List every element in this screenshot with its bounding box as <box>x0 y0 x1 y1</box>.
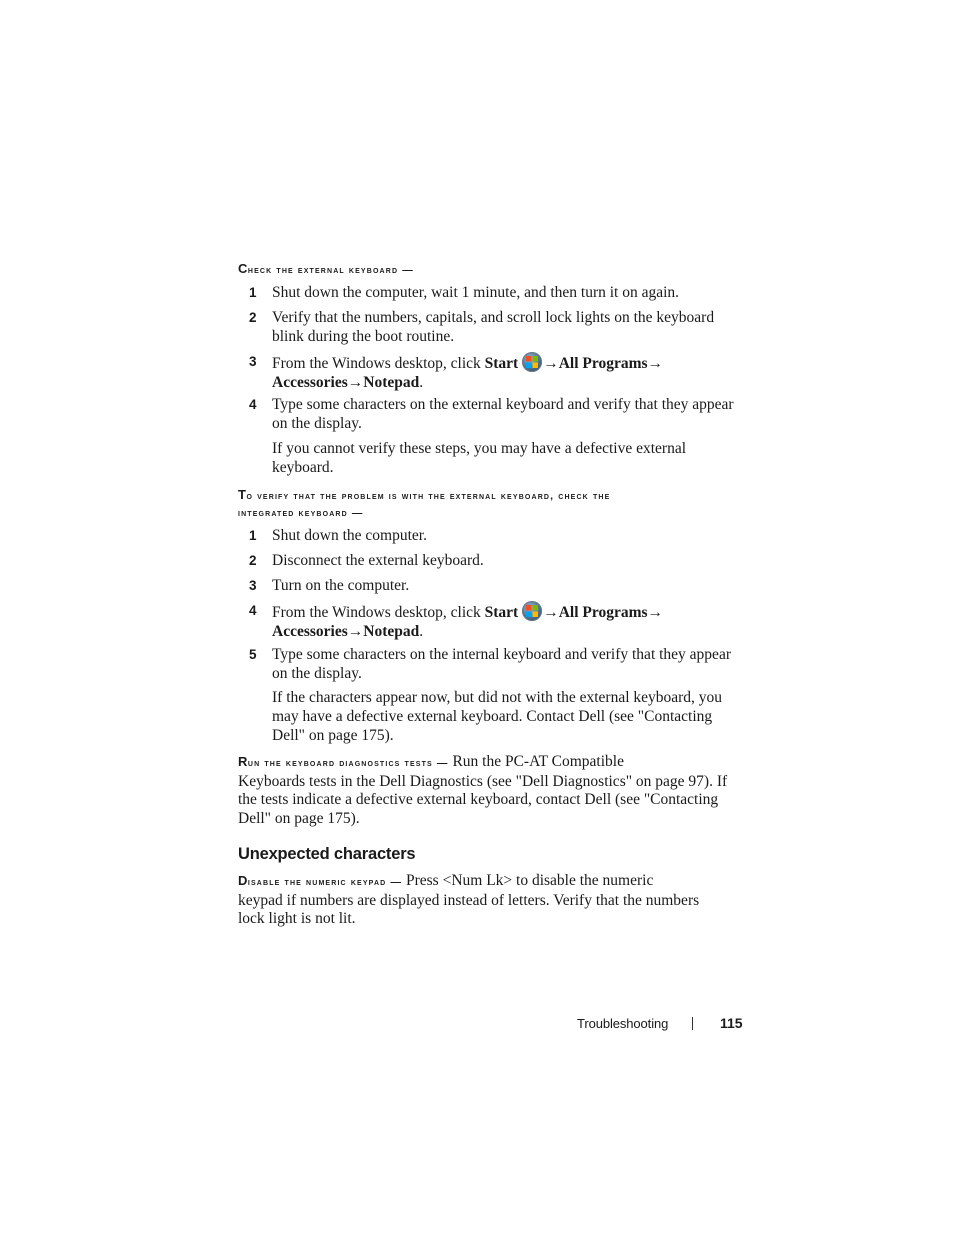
lead-initial: D <box>238 873 248 888</box>
step-text-line: on the display. <box>272 415 362 432</box>
step-text-line: blink during the boot routine. <box>272 328 455 345</box>
paragraph-line: Press <Num Lk> to disable the numeric <box>402 872 654 889</box>
period: . <box>419 623 424 640</box>
numeric-keypad-paragraph <box>238 872 738 929</box>
start-menu-label: Start <box>484 604 519 621</box>
verify-problem-heading <box>238 486 738 522</box>
step-number: 1 <box>249 285 257 300</box>
step-text <box>272 308 740 346</box>
keyboard-diagnostics-paragraph <box>238 753 738 829</box>
step-number: 3 <box>249 354 257 369</box>
heading-text: integrated keyboard — <box>238 507 364 519</box>
step-text-line: From the Windows desktop, click <box>272 604 485 621</box>
paragraph-line: keypad if numbers are displayed instead of letters. Verify that the numbers <box>238 891 700 909</box>
step-number: 2 <box>249 553 257 568</box>
step-number: 4 <box>249 603 257 618</box>
step-text <box>272 601 740 641</box>
paragraph-line: Dell" on page 175). <box>238 810 360 828</box>
step-number: 4 <box>249 397 257 412</box>
accessories-label: Accessories <box>272 374 348 391</box>
all-programs-label: All Programs <box>558 355 648 372</box>
step-text <box>272 645 740 683</box>
lead-text: un the keyboard diagnostics tests — <box>247 757 449 769</box>
arrow-icon: → <box>347 623 364 640</box>
windows-start-icon <box>522 601 542 621</box>
page-number: 115 <box>720 1015 743 1031</box>
step-text: Shut down the computer. <box>272 527 427 544</box>
step-number: 5 <box>249 647 257 662</box>
lead-initial: R <box>238 754 248 769</box>
step-number: 3 <box>249 578 257 593</box>
heading-initial: T <box>238 487 247 502</box>
paragraph-line: Run the PC-AT Compatible <box>448 753 624 770</box>
period: . <box>419 374 424 391</box>
arrow-icon: → <box>647 355 664 372</box>
diagnostics-lead <box>238 754 449 769</box>
step-text-line: Type some characters on the internal keyboard and verify that they appear <box>272 646 731 663</box>
step-text: Turn on the computer. <box>272 577 410 594</box>
footer-divider <box>692 1017 693 1030</box>
paragraph-line: Keyboards tests in the Dell Diagnostics (see "Dell Diagnostics" on page 97). If <box>238 772 728 790</box>
heading-text: o verify that the problem is with the external keyboard, check the <box>246 490 611 502</box>
arrow-icon: → <box>543 604 559 621</box>
accessories-label: Accessories <box>272 623 348 640</box>
contact-dell-note <box>272 688 742 745</box>
note-line: If you cannot verify these steps, you may have a defective external <box>272 440 687 457</box>
step-text-line: Verify that the numbers, capitals, and scroll lock lights on the keyboard <box>272 309 715 326</box>
paragraph-line: lock light is not lit. <box>238 910 356 928</box>
note-line: keyboard. <box>272 459 334 476</box>
arrow-icon: → <box>543 355 559 372</box>
arrow-icon: → <box>647 604 664 621</box>
notepad-label: Notepad <box>363 623 420 640</box>
step-text-line: on the display. <box>272 665 362 682</box>
windows-start-icon <box>522 352 542 372</box>
notepad-label: Notepad <box>363 374 420 391</box>
step-number: 1 <box>249 528 257 543</box>
arrow-icon: → <box>347 374 364 391</box>
keypad-lead <box>238 873 403 888</box>
note-line: Dell" on page 175). <box>272 727 394 744</box>
start-menu-label: Start <box>484 355 519 372</box>
note-line: may have a defective external keyboard. Contact Dell (see "Contacting <box>272 708 713 725</box>
step-text: Shut down the computer, wait 1 minute, and then turn it on again. <box>272 284 680 301</box>
note-line: If the characters appear now, but did not with the external keyboard, you <box>272 689 723 706</box>
footer-section-label: Troubleshooting <box>577 1016 669 1031</box>
defective-keyboard-note <box>272 439 742 477</box>
step-text-line: Type some characters on the external keyboard and verify that they appear <box>272 396 734 413</box>
lead-text: isable the numeric keypad — <box>247 876 403 888</box>
check-external-keyboard-heading <box>238 260 738 279</box>
all-programs-label: All Programs <box>558 604 648 621</box>
paragraph-line: the tests indicate a defective external keyboard, contact Dell (see "Contacting <box>238 791 719 809</box>
heading-initial: C <box>238 261 248 276</box>
step-number: 2 <box>249 310 257 325</box>
section-title: Unexpected characters <box>238 845 416 863</box>
step-text <box>272 352 740 392</box>
step-text-line: From the Windows desktop, click <box>272 355 485 372</box>
heading-text: heck the external keyboard — <box>247 264 414 276</box>
step-text: Disconnect the external keyboard. <box>272 552 484 569</box>
step-text <box>272 395 740 433</box>
